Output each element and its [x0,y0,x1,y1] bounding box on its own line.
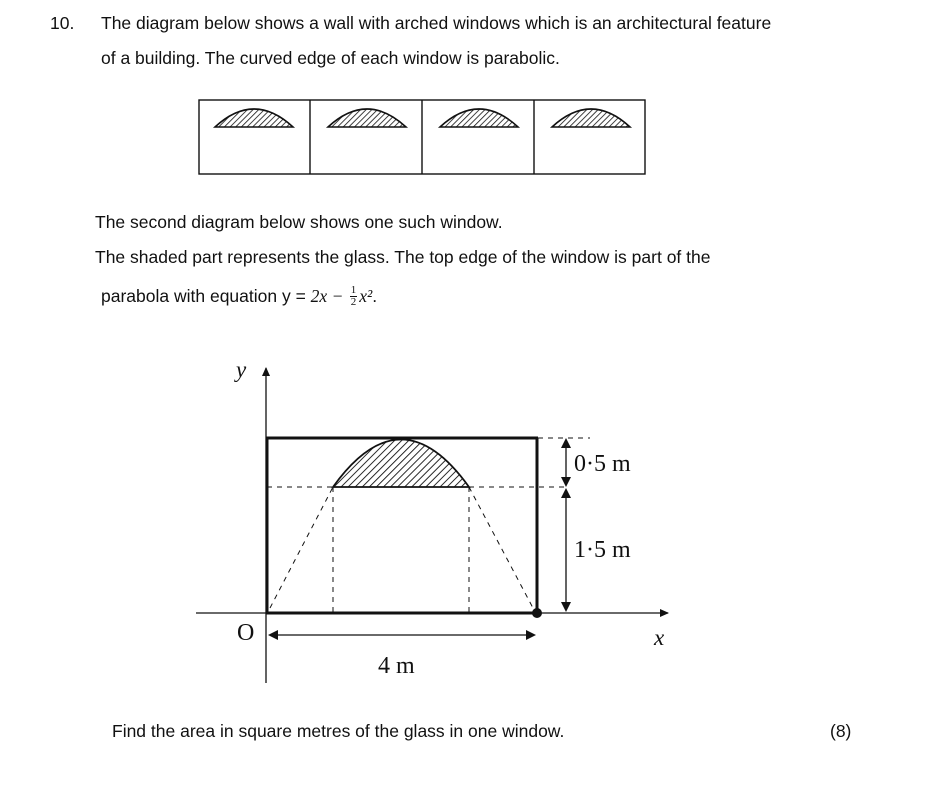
equation-end: . [372,286,378,306]
dimension-side-arrow [561,488,571,612]
shaded-description-line: The shaded part represents the glass. The top edge of the window is part of the [95,247,711,267]
equation-term-1: 2x [310,286,328,306]
dimension-top-arrow [561,438,571,487]
equation-fraction [350,285,358,308]
wall-window-arch-2 [328,109,406,127]
dimension-top-label: 0·5 m [574,451,631,477]
marks-label: (8) [830,721,852,741]
dimension-width-label: 4 m [378,653,415,679]
point-4-0 [532,608,542,618]
y-axis-label: y [236,357,247,382]
dimension-side-label: 1·5 m [574,537,631,563]
equation-minus: − [327,286,348,306]
wall-window-arch-3 [440,109,518,127]
equation-term-2: x² [359,286,373,306]
x-axis-label: x [654,625,665,650]
question-number: 10. [50,13,75,33]
task-text: Find the area in square metres of the glass in one window. [112,721,565,741]
equation-line [101,285,377,309]
question-intro-line-1: The diagram below shows a wall with arched windows which is an architectural feature [101,13,772,33]
question-intro-line-2: of a building. The curved edge of each window is parabolic. [101,48,560,68]
equation-fraction-denominator: 2 [350,295,357,308]
equation-prefix: parabola with equation y = [101,286,311,306]
dashed-parabola-guides [267,438,590,613]
glass-shaded-region [333,440,469,488]
window-frame [266,438,538,613]
dimension-width-arrow [268,630,536,640]
wall-window-arch-1 [215,109,293,127]
second-diagram-line: The second diagram below shows one such window. [95,212,503,232]
equation-fraction-numerator: 1 [350,283,357,296]
origin-label: O [237,620,255,646]
wall-window-arch-4 [552,109,630,127]
wall-panel [199,100,645,174]
